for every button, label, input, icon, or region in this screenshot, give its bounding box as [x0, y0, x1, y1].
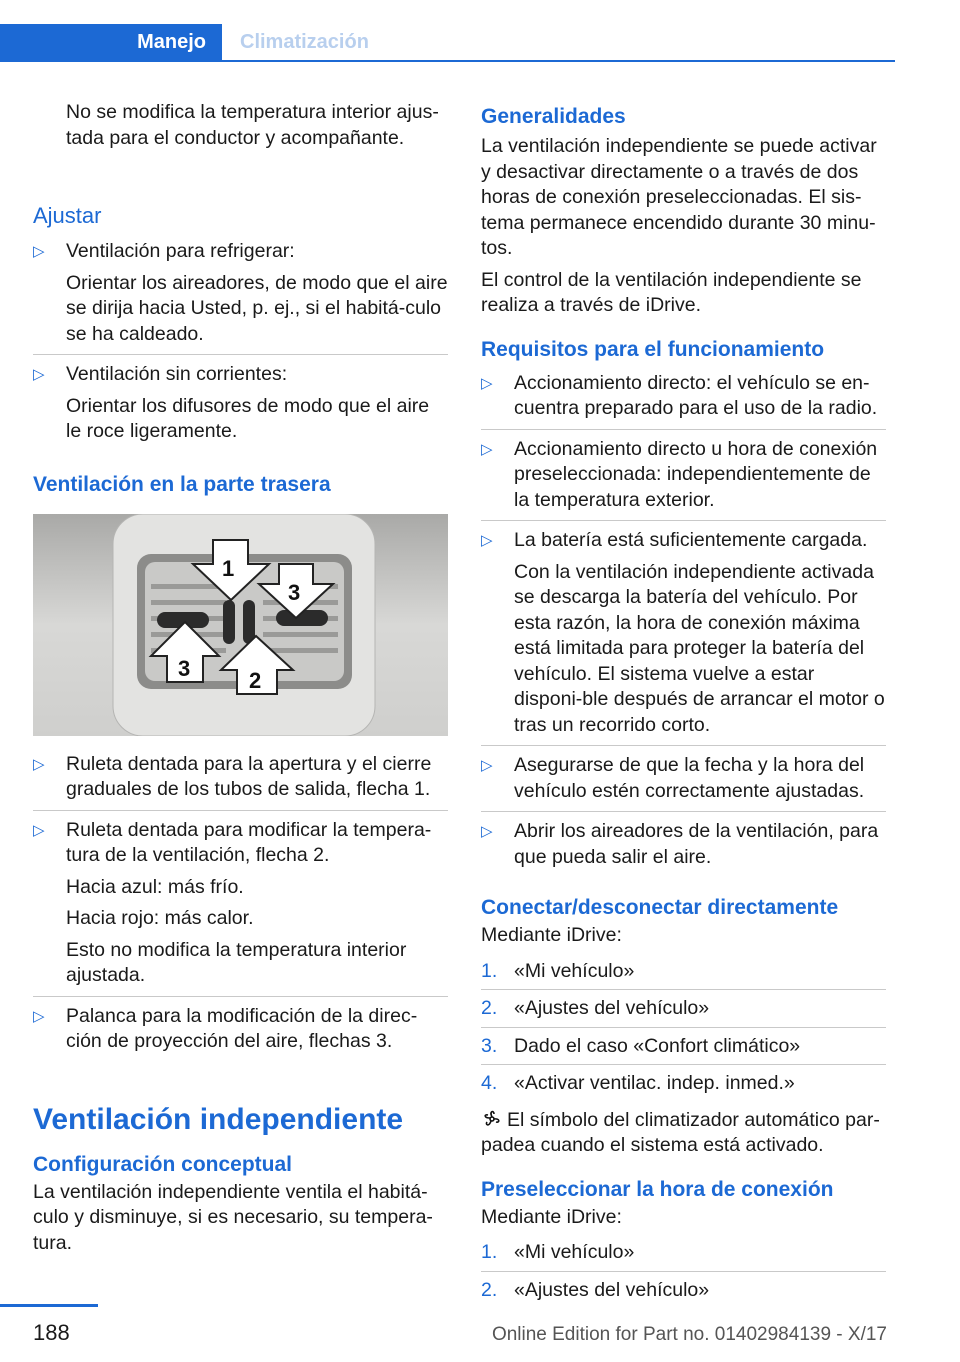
list-item: 2. «Ajustes del vehículo»	[481, 1278, 710, 1301]
connect-intro: Mediante iDrive:	[481, 924, 622, 946]
list-item: ▷ Ruleta dentada para la apertura y el cierre graduales de los tubos de salida, flecha 1.	[33, 752, 448, 811]
header-tabbar	[0, 24, 895, 62]
arrow-label-3b: 3	[178, 655, 191, 681]
indep-vent-heading: Ventilación independiente	[33, 1102, 404, 1136]
list-item: ▷ La batería está suficientemente cargada. Con la ventilación independiente activada se descarga la batería del vehículo. Por esta razón, la hora de conexión máxima está limitada para proteger la batería del vehículo. El sistema vuelve a estar disponi‐ble después de arrancar el motor o tras un recorrido corto.	[481, 528, 886, 746]
connect-heading: Conectar/desconectar directamente	[481, 896, 839, 919]
tab-climatizacion[interactable]: Climatización	[240, 31, 369, 53]
list-item: 3. Dado el caso «Confort climático»	[481, 1034, 886, 1066]
requirements-heading: Requisitos para el funcionamiento	[481, 337, 825, 361]
triangle-bullet-icon: ▷	[33, 243, 45, 260]
intro-text: No se modifica la temperatura interior ajus‐tada para el conductor y acompañante.	[66, 101, 439, 149]
list-item: ▷ Accionamiento directo u hora de conexión preseleccionada: independientemente de la temperatura exterior.	[481, 437, 886, 522]
tab-manejo-label: Manejo	[137, 31, 206, 53]
tab-manejo[interactable]	[0, 24, 222, 60]
list-item: 4. «Activar ventilac. indep. inmed.»	[481, 1072, 795, 1094]
triangle-bullet-icon: ▷	[481, 532, 493, 549]
rear-vent-list	[33, 752, 448, 1062]
list-item: ▷ Palanca para la modificación de la direc‐ción de proyección del aire, flechas 3.	[33, 1004, 418, 1052]
rear-vent-image	[33, 514, 448, 736]
ajustar-list	[33, 239, 448, 452]
triangle-bullet-icon: ▷	[481, 823, 493, 840]
preselect-intro: Mediante iDrive:	[481, 1205, 622, 1228]
preselect-steps	[481, 1240, 886, 1308]
arrow-label-2: 2	[249, 667, 262, 693]
list-item: ▷ Accionamiento directo: el vehículo se en‐cuentra preparado para el uso de la radio.	[481, 371, 886, 430]
list-item: ▷ Ventilación sin corrientes: Orientar los difusores de modo que el aire le roce ligeramente.	[33, 363, 430, 442]
arrow-label-1: 1	[222, 555, 235, 581]
rear-vent-heading: Ventilación en la parte trasera	[33, 472, 331, 496]
header-divider	[0, 60, 895, 62]
right-column	[481, 100, 886, 1314]
triangle-bullet-icon: ▷	[33, 821, 45, 839]
page-number: 188	[33, 1320, 70, 1345]
connect-steps	[481, 959, 886, 1102]
list-item: 1. «Mi vehículo»	[481, 1240, 886, 1272]
concept-text: La ventilación independiente ventila el habitá‐culo y disminuye, si es necesario, su tempera‐tura.	[33, 1180, 433, 1254]
triangle-bullet-icon: ▷	[481, 757, 493, 774]
left-column	[33, 100, 448, 1256]
preselect-heading: Preseleccionar la hora de conexión	[481, 1177, 834, 1201]
edition-text: Online Edition for Part no. 01402984139 - X/17	[491, 1324, 887, 1345]
triangle-bullet-icon: ▷	[481, 374, 493, 392]
list-item: ▷ Ventilación para refrigerar: Orientar los aireadores, de modo que el aire se dirija hacia Usted, p. ej., si el habitá‐culo se ha caldeado.	[33, 239, 448, 355]
requirements-list	[481, 371, 886, 878]
general-p1: La ventilación independiente se puede activar y desactivar directamente o a través de dos horas de conexión preseleccionadas. El sis‐tema permanece encendido durante 30 minu‐tos.	[481, 135, 877, 259]
list-item: 2. «Ajustes del vehículo»	[481, 996, 886, 1028]
triangle-bullet-icon: ▷	[481, 440, 493, 458]
list-item: 1. «Mi vehículo»	[481, 959, 886, 991]
footer-divider	[0, 1304, 98, 1307]
triangle-bullet-icon: ▷	[33, 755, 45, 773]
list-item: ▷ Asegurarse de que la fecha y la hora del vehículo estén correctamente ajustadas.	[481, 753, 886, 812]
general-heading: Generalidades	[481, 105, 626, 128]
general-p2: El control de la ventilación independiente se realiza a través de iDrive.	[481, 268, 862, 316]
list-item: ▷ Abrir los aireadores de la ventilación, para que pueda salir el aire.	[481, 820, 879, 868]
connect-note: El símbolo del climatizador automático par‐padea cuando el sistema está activado.	[481, 1108, 880, 1156]
triangle-bullet-icon: ▷	[33, 1007, 45, 1025]
ajustar-heading: Ajustar	[33, 203, 102, 228]
triangle-bullet-icon: ▷	[33, 366, 45, 383]
fan-icon	[481, 1109, 503, 1129]
arrow-label-3a: 3	[288, 579, 301, 605]
concept-heading: Configuración conceptual	[33, 1152, 293, 1176]
list-item: ▷ Ruleta dentada para modificar la tempera‐tura de la ventilación, flecha 2. Hacia azul: más frío. Hacia rojo: más calor. Esto no modifica la temperatura interior ajustada.	[33, 818, 448, 997]
